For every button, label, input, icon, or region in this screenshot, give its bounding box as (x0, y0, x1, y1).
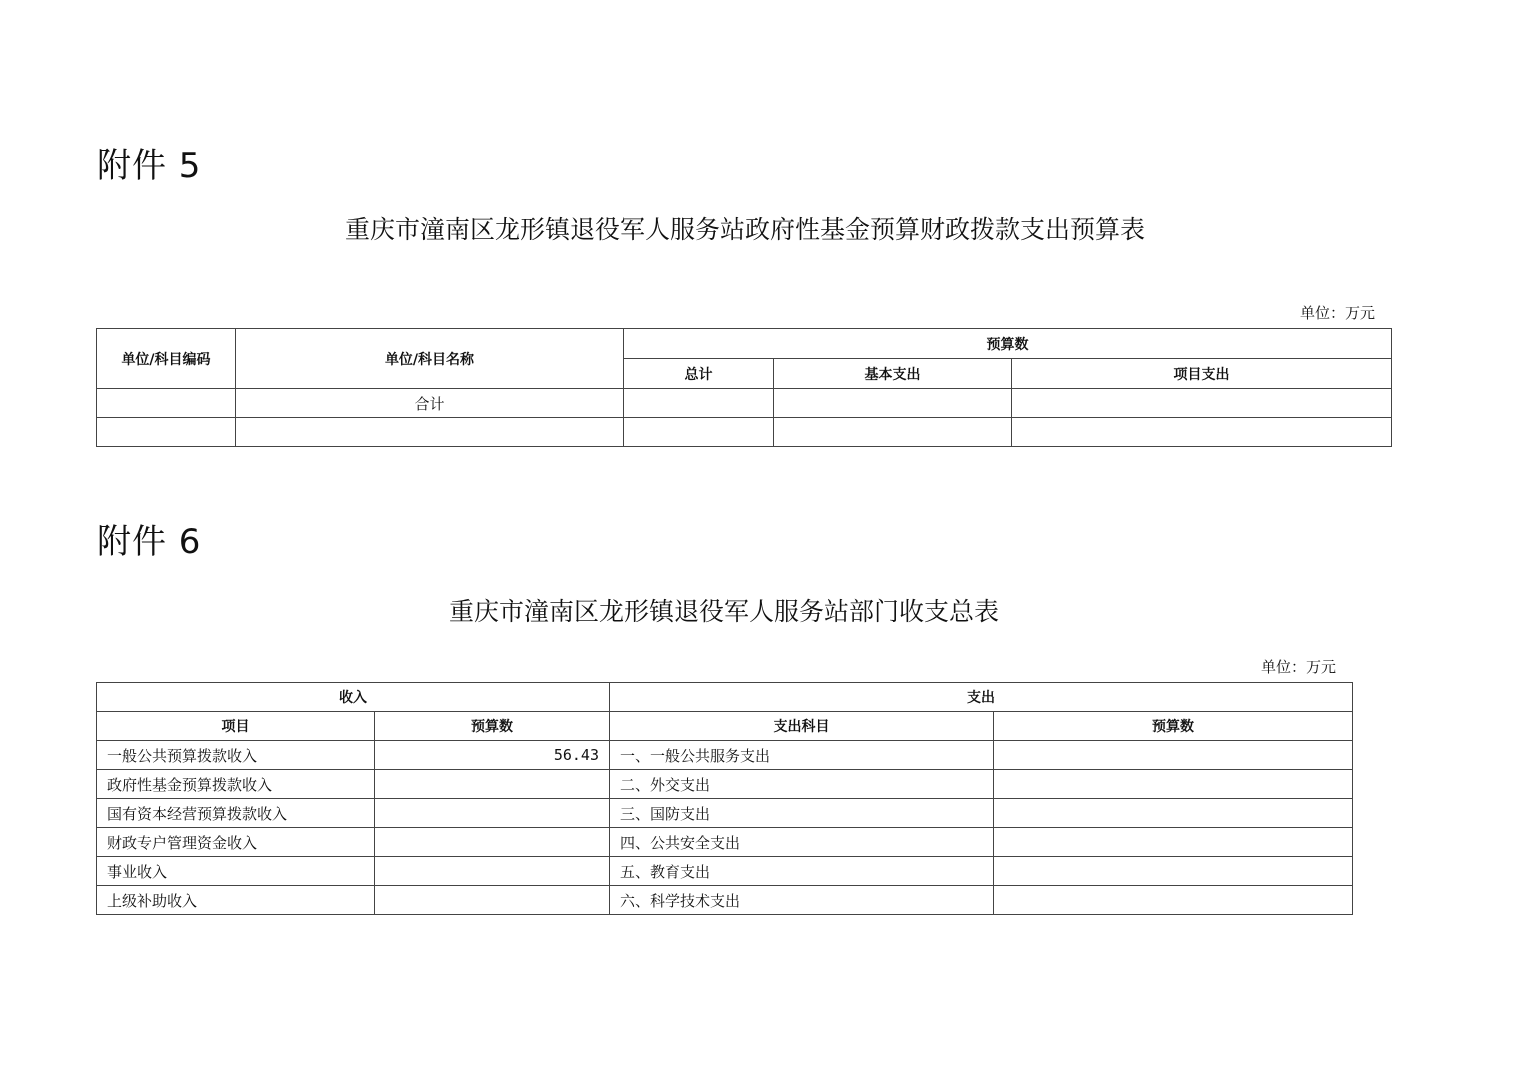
table-row (97, 857, 1353, 886)
cell-expense-budget (994, 799, 1353, 828)
header-item: 项目 (97, 712, 375, 741)
cell-code (97, 389, 236, 418)
header-expense-budget: 预算数 (994, 712, 1353, 741)
header-code: 单位/科目编码 (97, 329, 236, 389)
cell-project (1012, 389, 1392, 418)
table-row (97, 389, 1392, 418)
header-basic: 基本支出 (774, 359, 1012, 389)
table-row (97, 770, 1353, 799)
cell-expense-item: 二、外交支出 (610, 770, 994, 799)
cell-basic (774, 389, 1012, 418)
header-project: 项目支出 (1012, 359, 1392, 389)
cell-expense-budget (994, 886, 1353, 915)
attachment5-unit: 单位：万元 (1300, 304, 1376, 322)
attachment5-table (96, 328, 1392, 447)
cell-expense-item: 三、国防支出 (610, 799, 994, 828)
header-expense-item: 支出科目 (610, 712, 994, 741)
attachment5-heading: 附件 5 (97, 146, 202, 186)
header-budget: 预算数 (624, 329, 1392, 359)
cell-income-budget (375, 770, 610, 799)
attachment6-unit: 单位：万元 (1261, 658, 1337, 676)
cell-expense-item: 六、科学技术支出 (610, 886, 994, 915)
header-income: 收入 (97, 683, 610, 712)
cell-expense-budget (994, 770, 1353, 799)
cell-income-item: 一般公共预算拨款收入 (97, 741, 375, 770)
cell-code (97, 418, 236, 447)
cell-income-budget (375, 857, 610, 886)
table-row (97, 828, 1353, 857)
cell-income-budget: 56.43 (375, 741, 610, 770)
attachment6-title: 重庆市潼南区龙形镇退役军人服务站部门收支总表 (448, 597, 999, 626)
attachment5-title: 重庆市潼南区龙形镇退役军人服务站政府性基金预算财政拨款支出预算表 (344, 215, 1145, 244)
cell-income-budget (375, 799, 610, 828)
cell-expense-budget (994, 828, 1353, 857)
attachment6-table (96, 682, 1353, 915)
cell-income-budget (375, 828, 610, 857)
cell-expense-item: 五、教育支出 (610, 857, 994, 886)
cell-income-item: 财政专户管理资金收入 (97, 828, 375, 857)
cell-income-item: 国有资本经营预算拨款收入 (97, 799, 375, 828)
cell-project (1012, 418, 1392, 447)
cell-income-item: 上级补助收入 (97, 886, 375, 915)
cell-income-item: 政府性基金预算拨款收入 (97, 770, 375, 799)
header-expense: 支出 (610, 683, 1353, 712)
cell-name (236, 418, 624, 447)
header-total: 总计 (624, 359, 774, 389)
cell-income-item: 事业收入 (97, 857, 375, 886)
header-name: 单位/科目名称 (236, 329, 624, 389)
cell-total (624, 389, 774, 418)
table-row (97, 418, 1392, 447)
attachment6-heading: 附件 6 (97, 522, 202, 562)
cell-expense-item: 四、公共安全支出 (610, 828, 994, 857)
table-row (97, 886, 1353, 915)
table-row (97, 799, 1353, 828)
cell-income-budget (375, 886, 610, 915)
cell-name: 合计 (236, 389, 624, 418)
cell-expense-item: 一、一般公共服务支出 (610, 741, 994, 770)
cell-expense-budget (994, 857, 1353, 886)
cell-basic (774, 418, 1012, 447)
cell-total (624, 418, 774, 447)
header-income-budget: 预算数 (375, 712, 610, 741)
cell-expense-budget (994, 741, 1353, 770)
table-row (97, 741, 1353, 770)
